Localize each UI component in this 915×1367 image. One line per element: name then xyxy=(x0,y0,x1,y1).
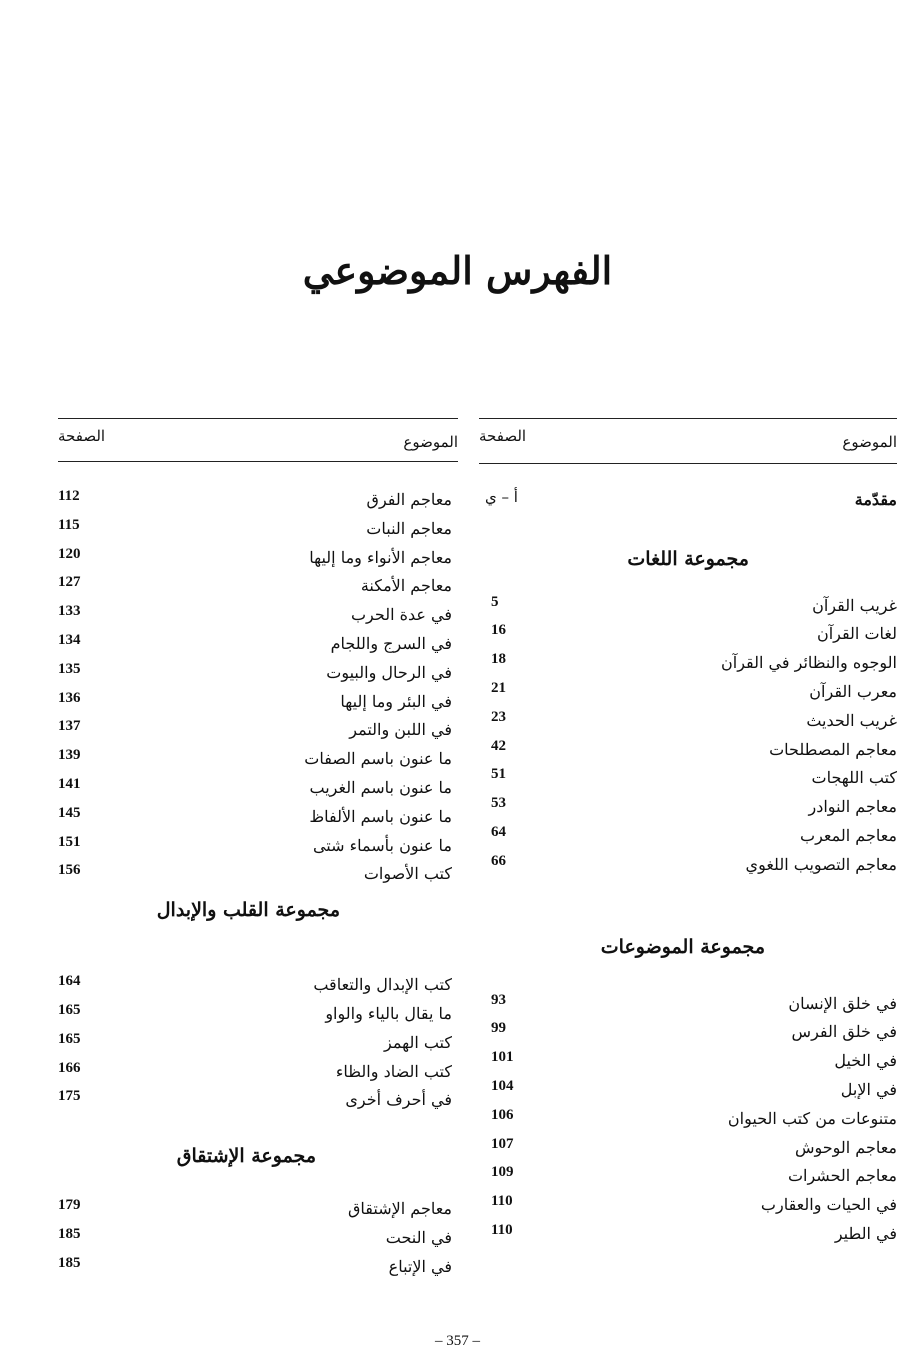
entry-page: 120 xyxy=(58,545,81,562)
index-entry xyxy=(479,1076,897,1105)
entry-page: 5 xyxy=(491,593,499,610)
column-header xyxy=(479,418,897,464)
group-heading-row xyxy=(58,889,458,945)
entry-page: 164 xyxy=(58,973,81,990)
entry-page: 51 xyxy=(491,766,506,783)
page-header: الصفحة xyxy=(479,427,527,445)
index-entry xyxy=(479,1134,897,1163)
group-heading-row xyxy=(479,544,897,592)
index-entry xyxy=(479,592,897,621)
entry-page: 139 xyxy=(58,747,81,764)
entry-topic: في خلق الإنسان xyxy=(788,993,897,1013)
index-entry xyxy=(479,1191,897,1220)
entry-topic: معاجم النبات xyxy=(366,518,452,538)
index-entry xyxy=(58,803,458,832)
index-entry xyxy=(58,971,458,1000)
entry-topic: ما يقال بالياء والواو xyxy=(325,1003,452,1023)
entry-page: 107 xyxy=(491,1135,514,1152)
entry-page: 23 xyxy=(491,708,506,725)
index-entry xyxy=(58,630,458,659)
index-entry xyxy=(479,1105,897,1134)
entry-page: 134 xyxy=(58,631,81,648)
entry-page: 99 xyxy=(491,1020,506,1037)
entry-page: 151 xyxy=(58,833,81,850)
entry-page: 16 xyxy=(491,622,506,639)
entry-topic: في الإتباع xyxy=(388,1256,452,1276)
entry-topic: ما عنون باسم الغريب xyxy=(309,777,452,797)
entry-topic: ما عنون باسم الصفات xyxy=(304,749,452,769)
entry-page: 64 xyxy=(491,823,506,840)
entry-page: 165 xyxy=(58,1030,81,1047)
index-column-left xyxy=(58,418,458,1282)
entry-topic: معاجم الأمكنة xyxy=(360,576,452,596)
entry-page: 18 xyxy=(491,651,506,668)
entry-topic: في الإبل xyxy=(840,1079,897,1099)
index-entry xyxy=(479,1018,897,1047)
page-title: الفهرس الموضوعي xyxy=(302,248,613,293)
entry-topic: كتب اللهجات xyxy=(811,768,897,788)
index-entry xyxy=(58,716,458,745)
entry-topic: في الطير xyxy=(834,1223,897,1243)
index-entry xyxy=(479,707,897,736)
entry-page: 106 xyxy=(491,1106,514,1123)
index-entry xyxy=(58,1029,458,1058)
entry-topic: معاجم التصويب اللغوي xyxy=(745,854,897,874)
entry-page: 133 xyxy=(58,603,81,620)
entry-topic: في البئر وما إليها xyxy=(340,691,452,711)
entry-topic: مقدّمة xyxy=(854,490,897,509)
entry-page: 104 xyxy=(491,1077,514,1094)
entry-page: 115 xyxy=(58,516,80,533)
index-entry xyxy=(479,793,897,822)
index-entry xyxy=(58,486,458,515)
index-entry xyxy=(58,515,458,544)
entry-topic: في الحيات والعقارب xyxy=(760,1195,897,1215)
index-entry xyxy=(479,990,897,1019)
page-header: الصفحة xyxy=(58,427,106,445)
entry-topic: في الخيل xyxy=(834,1051,897,1071)
index-entry xyxy=(479,486,897,515)
group-heading: مجموعة اللغات xyxy=(627,547,749,570)
column-header xyxy=(58,418,458,462)
entry-topic: في السرج واللجام xyxy=(330,633,452,653)
entry-topic: غريب القرآن xyxy=(812,595,897,615)
entry-page: 112 xyxy=(58,488,80,504)
entry-page: 179 xyxy=(58,1197,81,1214)
entry-page: 137 xyxy=(58,718,81,735)
entry-page: 110 xyxy=(491,1221,513,1238)
entry-page: 141 xyxy=(58,775,81,792)
index-entry xyxy=(58,745,458,774)
entry-topic: في أحرف أخرى xyxy=(345,1090,452,1110)
topic-header: الموضوع xyxy=(403,433,458,451)
index-entry xyxy=(479,1162,897,1191)
index-column-right xyxy=(479,418,897,1249)
index-entry xyxy=(479,736,897,765)
entry-page: 42 xyxy=(491,737,506,754)
entry-topic: معاجم المعرب xyxy=(800,825,897,845)
index-entry xyxy=(58,1224,458,1253)
index-entry xyxy=(479,678,897,707)
index-entry xyxy=(58,688,458,717)
entry-page: 53 xyxy=(491,795,506,812)
group-heading: مجموعة القلب والإبدال xyxy=(156,899,340,922)
entry-topic: كتب الضاد والظاء xyxy=(335,1061,452,1081)
index-entry xyxy=(58,572,458,601)
index-entry xyxy=(479,1047,897,1076)
entry-page: 135 xyxy=(58,660,81,677)
entry-page: 185 xyxy=(58,1254,81,1271)
index-entry xyxy=(58,1000,458,1029)
index-entry xyxy=(479,851,897,880)
index-entry xyxy=(58,659,458,688)
entry-topic: معاجم النوادر xyxy=(808,797,897,817)
entry-topic: لغات القرآن xyxy=(816,624,897,644)
entry-topic: ما عنون باسم الألفاظ xyxy=(309,806,452,826)
group-heading-row xyxy=(58,1137,458,1195)
group-heading: مجموعة الموضوعات xyxy=(600,935,765,958)
entry-page: 185 xyxy=(58,1225,81,1242)
entry-topic: كتب الإبدال والتعاقب xyxy=(313,975,452,995)
index-entry xyxy=(58,774,458,803)
entry-page: أ – ي xyxy=(485,488,518,506)
entry-topic: معرب القرآن xyxy=(809,681,897,701)
entry-page: 21 xyxy=(491,679,506,696)
entry-topic: ما عنون بأسماء شتى xyxy=(312,835,452,855)
entry-topic: الوجوه والنظائر في القرآن xyxy=(721,653,897,673)
index-entry xyxy=(58,601,458,630)
entry-topic: في خلق الفرس xyxy=(791,1022,897,1042)
entry-topic: في عدة الحرب xyxy=(350,605,452,625)
entry-topic: في النحت xyxy=(385,1227,452,1247)
entry-topic: كتب الأصوات xyxy=(363,864,452,884)
index-entry xyxy=(58,1253,458,1282)
entry-page: 110 xyxy=(491,1193,513,1210)
entry-topic: في اللبن والتمر xyxy=(349,720,452,740)
entry-topic: كتب الهمز xyxy=(383,1032,452,1052)
entry-topic: غريب الحديث xyxy=(806,710,897,730)
entry-topic: متنوعات من كتب الحيوان xyxy=(727,1108,897,1128)
index-entry xyxy=(479,1220,897,1249)
index-entry xyxy=(58,832,458,861)
entry-page: 66 xyxy=(491,852,506,869)
entry-page: 156 xyxy=(58,862,81,879)
page-number: – 357 – xyxy=(435,1333,480,1349)
entry-topic: معاجم الحشرات xyxy=(787,1166,897,1186)
index-entry xyxy=(479,822,897,851)
topic-header: الموضوع xyxy=(842,433,897,451)
entry-page: 145 xyxy=(58,804,81,821)
entry-page: 166 xyxy=(58,1059,81,1076)
index-entry xyxy=(479,764,897,793)
entry-page: 109 xyxy=(491,1164,514,1181)
entry-page: 93 xyxy=(491,991,506,1008)
group-heading-row xyxy=(479,932,897,990)
index-entry xyxy=(479,620,897,649)
entry-topic: معاجم الإشتقاق xyxy=(348,1199,452,1219)
entry-topic: معاجم الفرق xyxy=(366,490,452,509)
entry-page: 165 xyxy=(58,1001,81,1018)
index-entry xyxy=(479,649,897,678)
entry-topic: معاجم الوحوش xyxy=(794,1137,897,1157)
entry-page: 136 xyxy=(58,689,81,706)
index-entry xyxy=(58,1058,458,1087)
entry-page: 101 xyxy=(491,1049,514,1066)
entry-topic: في الرحال والبيوت xyxy=(326,662,452,682)
index-entry xyxy=(58,1195,458,1224)
entry-page: 175 xyxy=(58,1088,81,1105)
entry-topic: معاجم المصطلحات xyxy=(769,739,897,759)
entry-topic: معاجم الأنواء وما إليها xyxy=(309,547,452,567)
index-entry xyxy=(58,1086,458,1115)
entry-page: 127 xyxy=(58,574,81,591)
index-entry xyxy=(58,544,458,573)
group-heading: مجموعة الإشتقاق xyxy=(176,1145,316,1168)
index-entry xyxy=(58,860,458,889)
